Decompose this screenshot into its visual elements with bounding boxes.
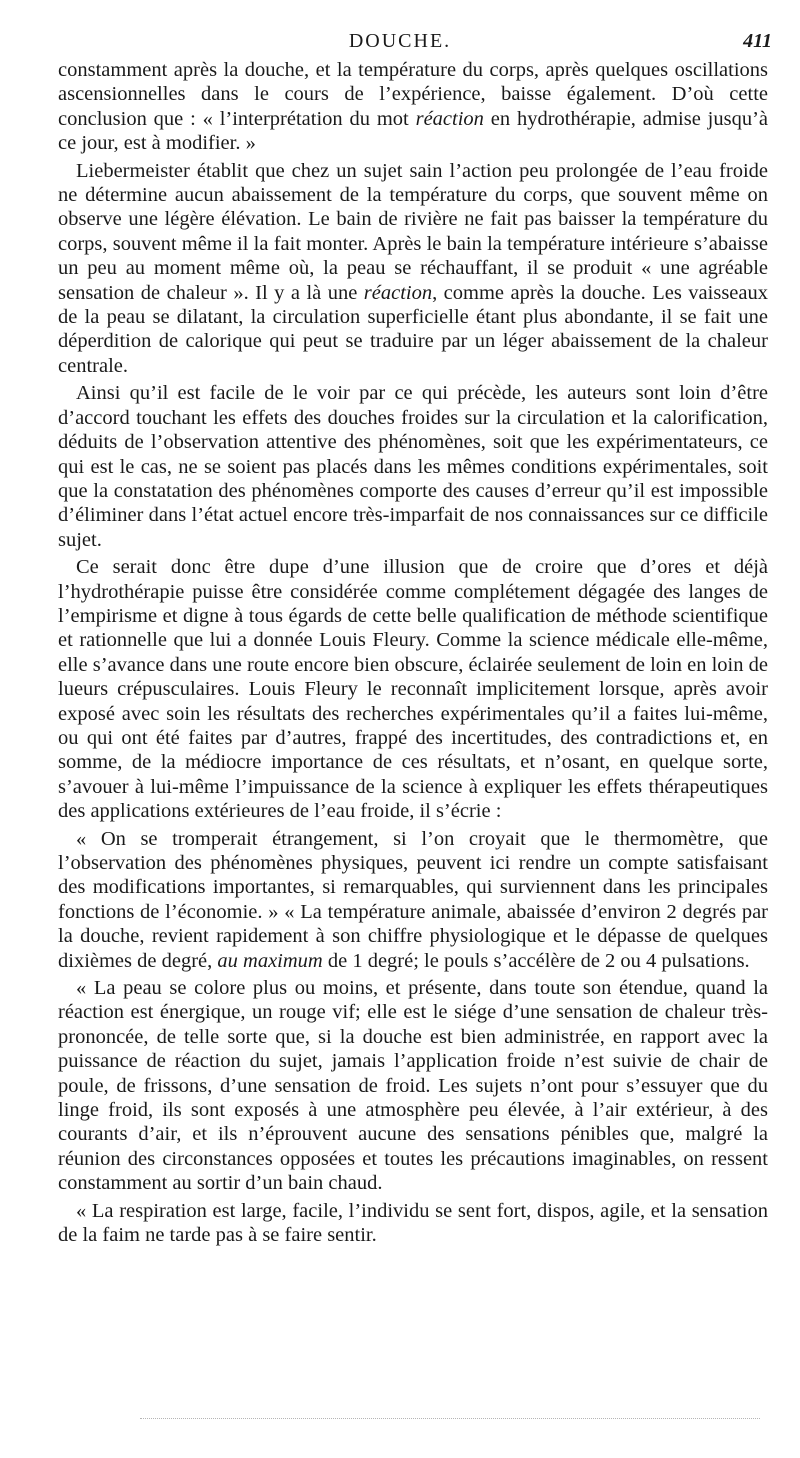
running-header	[0, 30, 800, 54]
text-run: de 1 degré; le pouls s’accélère de 2 ou 4 pulsations.	[322, 949, 750, 972]
text-run: , comme après la douche. Les vaisseaux de la peau se dilatant, la circulation superficielle étant plus abondante, il se fait une déperdition de calorique qui peut se traduire par un léger abaissement de la chaleur centrale.	[58, 281, 768, 377]
paragraph-quote-thermometre	[58, 827, 768, 973]
paragraph-liebermeister	[58, 159, 768, 379]
paragraph-summary: Ainsi qu’il est facile de le voir par ce qui précède, les auteurs sont loin d’être d’accord touchant les effets des douches froides sur la circulation et la calorification, déduits de l’observation attentive des phénomènes, soit que les expérimentateurs, ce qui est le cas, ne se soient pas placés dans les mêmes conditions expérimentales, soit que la constatation des phénomènes comporte des causes d’erreur qu’il est impossible d’éliminer dans l’état actuel encore très-imparfait de nos connaissances sur ce difficile sujet.	[58, 382, 768, 551]
running-title: DOUCHE.	[348, 30, 452, 52]
print-speck	[338, 1388, 368, 1394]
bleed-through-marks	[140, 1418, 760, 1423]
text-run: Liebermeister établit que chez un sujet sain l’action peu prolongée de l’eau froide ne détermine aucun abaissement de la température du corps, que souvent même on observe une légère élévation. Le bain de rivière ne fait pas baisser la température du corps, souvent même il la fait monter. Après le bain la température intérieure s’abaisse un peu au moment même où, la peau se réchauffant, il se produit « une agréable sensation de chaleur ». Il y a là une	[58, 159, 768, 304]
paragraph-fleury: Ce serait donc être dupe d’une illusion que de croire que d’ores et déjà l’hydrothérapie puisse être considérée comme complétement dégagée des langes de l’empirisme et digne à tous égards de cette belle qualification de méthode scientifique et rationnelle que lui a donnée Louis Fleury. Comme la science médicale elle-même, elle s’avance dans une route encore bien obscure, éclairée seulement de loin en loin de lueurs crépusculaires. Louis Fleury le reconnaît implicitement lorsque, après avoir exposé avec soin les résultats des recherches expérimentales qu’il a faites lui-même, ou qui ont été faites par d’autres, frappé des incertitudes, des contradictions et, en somme, de la médiocre importance de ces résultats, et n’osant, en quelque sorte, s’avouer à lui-même l’impuissance de la science à expliquer les effets thérapeutiques des applications extérieures de l’eau froide, il s’écrie :	[58, 556, 768, 823]
text-run: en hydrothérapie, admise jusqu’à ce jour, est à modifier. »	[58, 107, 769, 155]
page-number: 411	[743, 30, 772, 52]
italic-term: réaction	[415, 107, 484, 130]
paragraph-quote-peau: « La peau se colore plus ou moins, et présente, dans toute son étendue, quand la réaction est énergique, un rouge vif; elle est le siége d’une sensation de chaleur très-prononcée, de telle sorte que, si la douche est bien administrée, en rapport avec la puissance de réaction du sujet, jamais l’application froide n’est suivie de chair de poule, de frissons, d’une sensation de froid. Les sujets n’ont pour s’essuyer que du linge froid, ils sont exposés à une atmosphère peu élevée, à l’air extérieur, à des courants d’air, et ils n’éprouvent aucune des sensations pénibles que, malgré la réunion des circonstances opposées et toutes les précautions imaginables, on ressent constamment au sortir d’un bain chaud.	[58, 977, 768, 1195]
italic-term: au maximum	[217, 949, 323, 972]
text-run: « On se tromperait étrangement, si l’on croyait que le thermomètre, que l’observation des phénomènes physiques, peuvent ici rendre un compte satisfaisant des modifications importantes, si remarquables, qui surviennent dans les principales fonctions de l’économie. » « La température animale, abaissée d’environ 2 degrés par la douche, revient rapidement à son chiffre physiologique et le dépasse de quelques dixièmes de degré,	[58, 827, 768, 972]
paragraph-quote-respiration: « La respiration est large, facile, l’individu se sent fort, dispos, agile, et la sensation de la faim ne tarde pas à se faire sentir.	[58, 1199, 768, 1247]
paragraph-continuation	[58, 58, 768, 156]
italic-term: réaction	[363, 281, 433, 304]
text-run: constamment après la douche, et la température du corps, après quelques oscillations ascensionnelles dans le cours de l’expérience, baisse également. D’où cette conclusion que : « l’interprétation du mot	[58, 59, 768, 130]
body-text	[58, 58, 768, 1251]
